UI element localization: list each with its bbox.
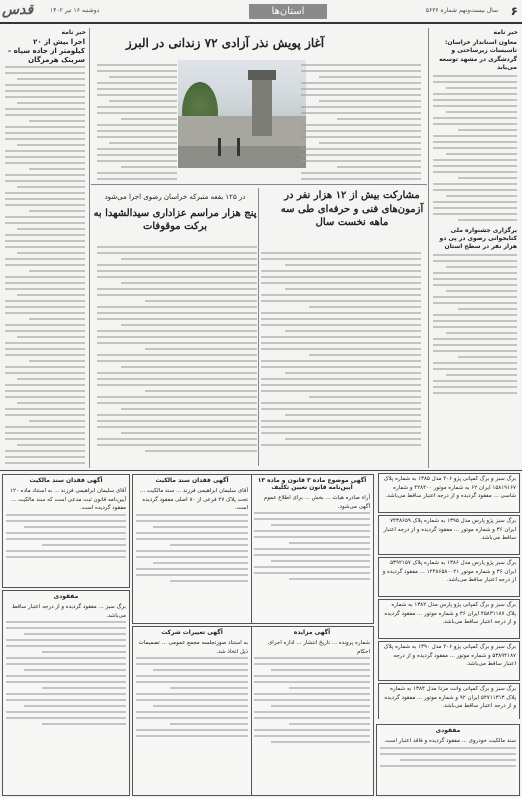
- classified-ad: برگ سبز و برگ کمپانی پژو ۲۰۶ مدل ۱۳۹۰ به شماره پلاک ۵۳۸۹۴۱۸۷ و شماره موتور ... مفقود گردیده و از درجه اعتبار ساقط می‌باشد.: [378, 641, 520, 681]
- classified-ad: برگ سبز و برگ کمپانی وانت مزدا مدل ۱۳۸۴ به شماره پلاک ۵۴۷۱۱۳۱۳ ایران ۹۲ و شماره موتور ... مفقود گردیده و از درجه اعتبار ساقط می‌باشد.: [378, 683, 520, 719]
- main-story-text-2: [94, 62, 180, 182]
- story-three-headline: پنج هزار مراسم عزاداری سیدالشهدا به برکت موقوفات: [93, 208, 257, 232]
- legal-notice-box: آگهی فقدان سند مالکیت آقای سلیمان ابراهیمی فرزند ... سند مالکیت ... تحت پلاک ۲۷ فرعی از ۸۰ اصلی مفقود گردیده است.: [132, 474, 252, 624]
- masthead-rule: [0, 22, 522, 24]
- right-column-title: معاون استاندار خراسان: تاسیسات زیرساختی و گردشگری در مشهد توسعه می‌یابد: [439, 39, 517, 72]
- story-three-text: [94, 246, 260, 460]
- column-divider: [428, 28, 429, 468]
- classified-ad: برگ سبز پژو پارس مدل ۱۳۸۶ به شماره پلاک ۵۳۹۲۱۵۷ ایران ۳۶ و شماره موتور ۱۲۴۸۶۵۸۰۰۲۱ ... مفقود گردیده و از درجه اعتبار ساقط می‌باشد.: [378, 557, 520, 597]
- legal-notice-box: مفقودی برگ سبز ... مفقود گردیده و از درجه اعتبار ساقط می‌باشد.: [2, 590, 130, 796]
- right-news-column: [430, 28, 520, 468]
- legal-notice-box: آگهی مزایده شماره پرونده ... تاریخ انتشار ... اداره اجرای احکام: [250, 626, 374, 796]
- classified-ad: برگ سبز پژو پارس مدل ۱۳۹۵ به شماره پلاک ۷۴۳۸۶۵۹ ایران ۳۶ و شماره موتور ... مفقود گردیده و از درجه اعتبار ساقط می‌باشد.: [378, 515, 520, 555]
- classified-ad: برگ سبز و برگ کمپانی پژو ۲۰۶ مدل ۱۳۸۵ به شماره پلاک ۱۵۸۱۹۱۶۷ ایران ۶۲ به شماره موتور ۴۲۸۴۰۰ و شماره شاسی ... مفقود گردیده و از درجه اعتبار ساقط می‌باشد.: [378, 473, 520, 513]
- newspaper-logo: قدس: [2, 2, 34, 18]
- ads-section-rule: [0, 470, 522, 471]
- right-column-caption-2: برگزاری جشنواره ملی کتابخوانی رضوی در پی دو هزار نفر در سطح استان: [439, 226, 517, 251]
- issue-info: سال بیست‌ونهم شماره ۵۶۳۶: [425, 7, 498, 14]
- left-column-title: اجرا بیش از ۲۰ کیلومتر از جاده سپاه – سرینک هرمزگان: [7, 38, 85, 65]
- classifieds-column: [378, 473, 520, 719]
- main-story-text: [298, 62, 424, 182]
- lost-document-notice: مفقودی سند مالکیت خودروی ... مفقود گردیده و فاقد اعتبار است.: [376, 724, 520, 796]
- page-number: ۶: [510, 4, 518, 18]
- legal-notice-box: آگهی تغییرات شرکت به استناد صورتجلسه مجمع عمومی ... تصمیمات ذیل اتخاذ شد.: [132, 626, 252, 796]
- section-label: استان‌ها: [249, 4, 327, 19]
- legal-notice-box: آگهی فقدان سند مالکیت آقای سلیمان ابراهیمی فرزند ... به استناد ماده ۱۲۰ آیین‌نامه قانون ثبت مدعی است که سند مالکیت ... مفقود گردیده است.: [2, 474, 130, 588]
- right-column-head: خبر نامه: [493, 29, 518, 36]
- prison-tower-photo: [178, 60, 306, 168]
- right-column-body: [430, 75, 520, 221]
- story-divider: [91, 184, 427, 185]
- classified-ad: برگ سبز و برگ کمپانی پژو پارس مدل ۱۳۸۲ به شماره پلاک ۴۵۸۳۱۱۸۷ ایران ۳۶ و شماره موتور ... مفقود گردیده و از درجه اعتبار ساقط می‌باشد.: [378, 599, 520, 639]
- story-three-kicker: در ۱۲۵ بقعه متبرکه خراسان رضوی اجرا می‌شود: [104, 193, 246, 201]
- left-column-body: [2, 66, 88, 468]
- legal-notice-box: آگهی موضوع ماده ۳ قانون و ماده ۱۳ آیین‌نامه قانون تعیین تکلیف آراء صادره هیات ... بخش ... برای اطلاع عموم آگهی می‌شود.: [250, 474, 374, 624]
- masthead: [0, 4, 522, 21]
- story-two-headline: مشارکت بیش از ۱۲ هزار نفر در آزمون‌های فنی و حرفه‌ای طی سه ماهه نخست سال: [280, 190, 424, 228]
- issue-date: دوشنبه ۱۶ تیر ۱۴۰۲: [50, 7, 100, 14]
- story-two-text: [258, 252, 424, 460]
- column-divider: [89, 28, 90, 468]
- main-headline: آغاز پویش نذر آزادی ۷۲ زندانی در البرز: [125, 36, 325, 50]
- left-news-column: [2, 28, 88, 468]
- left-column-head: خبر نامه: [61, 29, 86, 36]
